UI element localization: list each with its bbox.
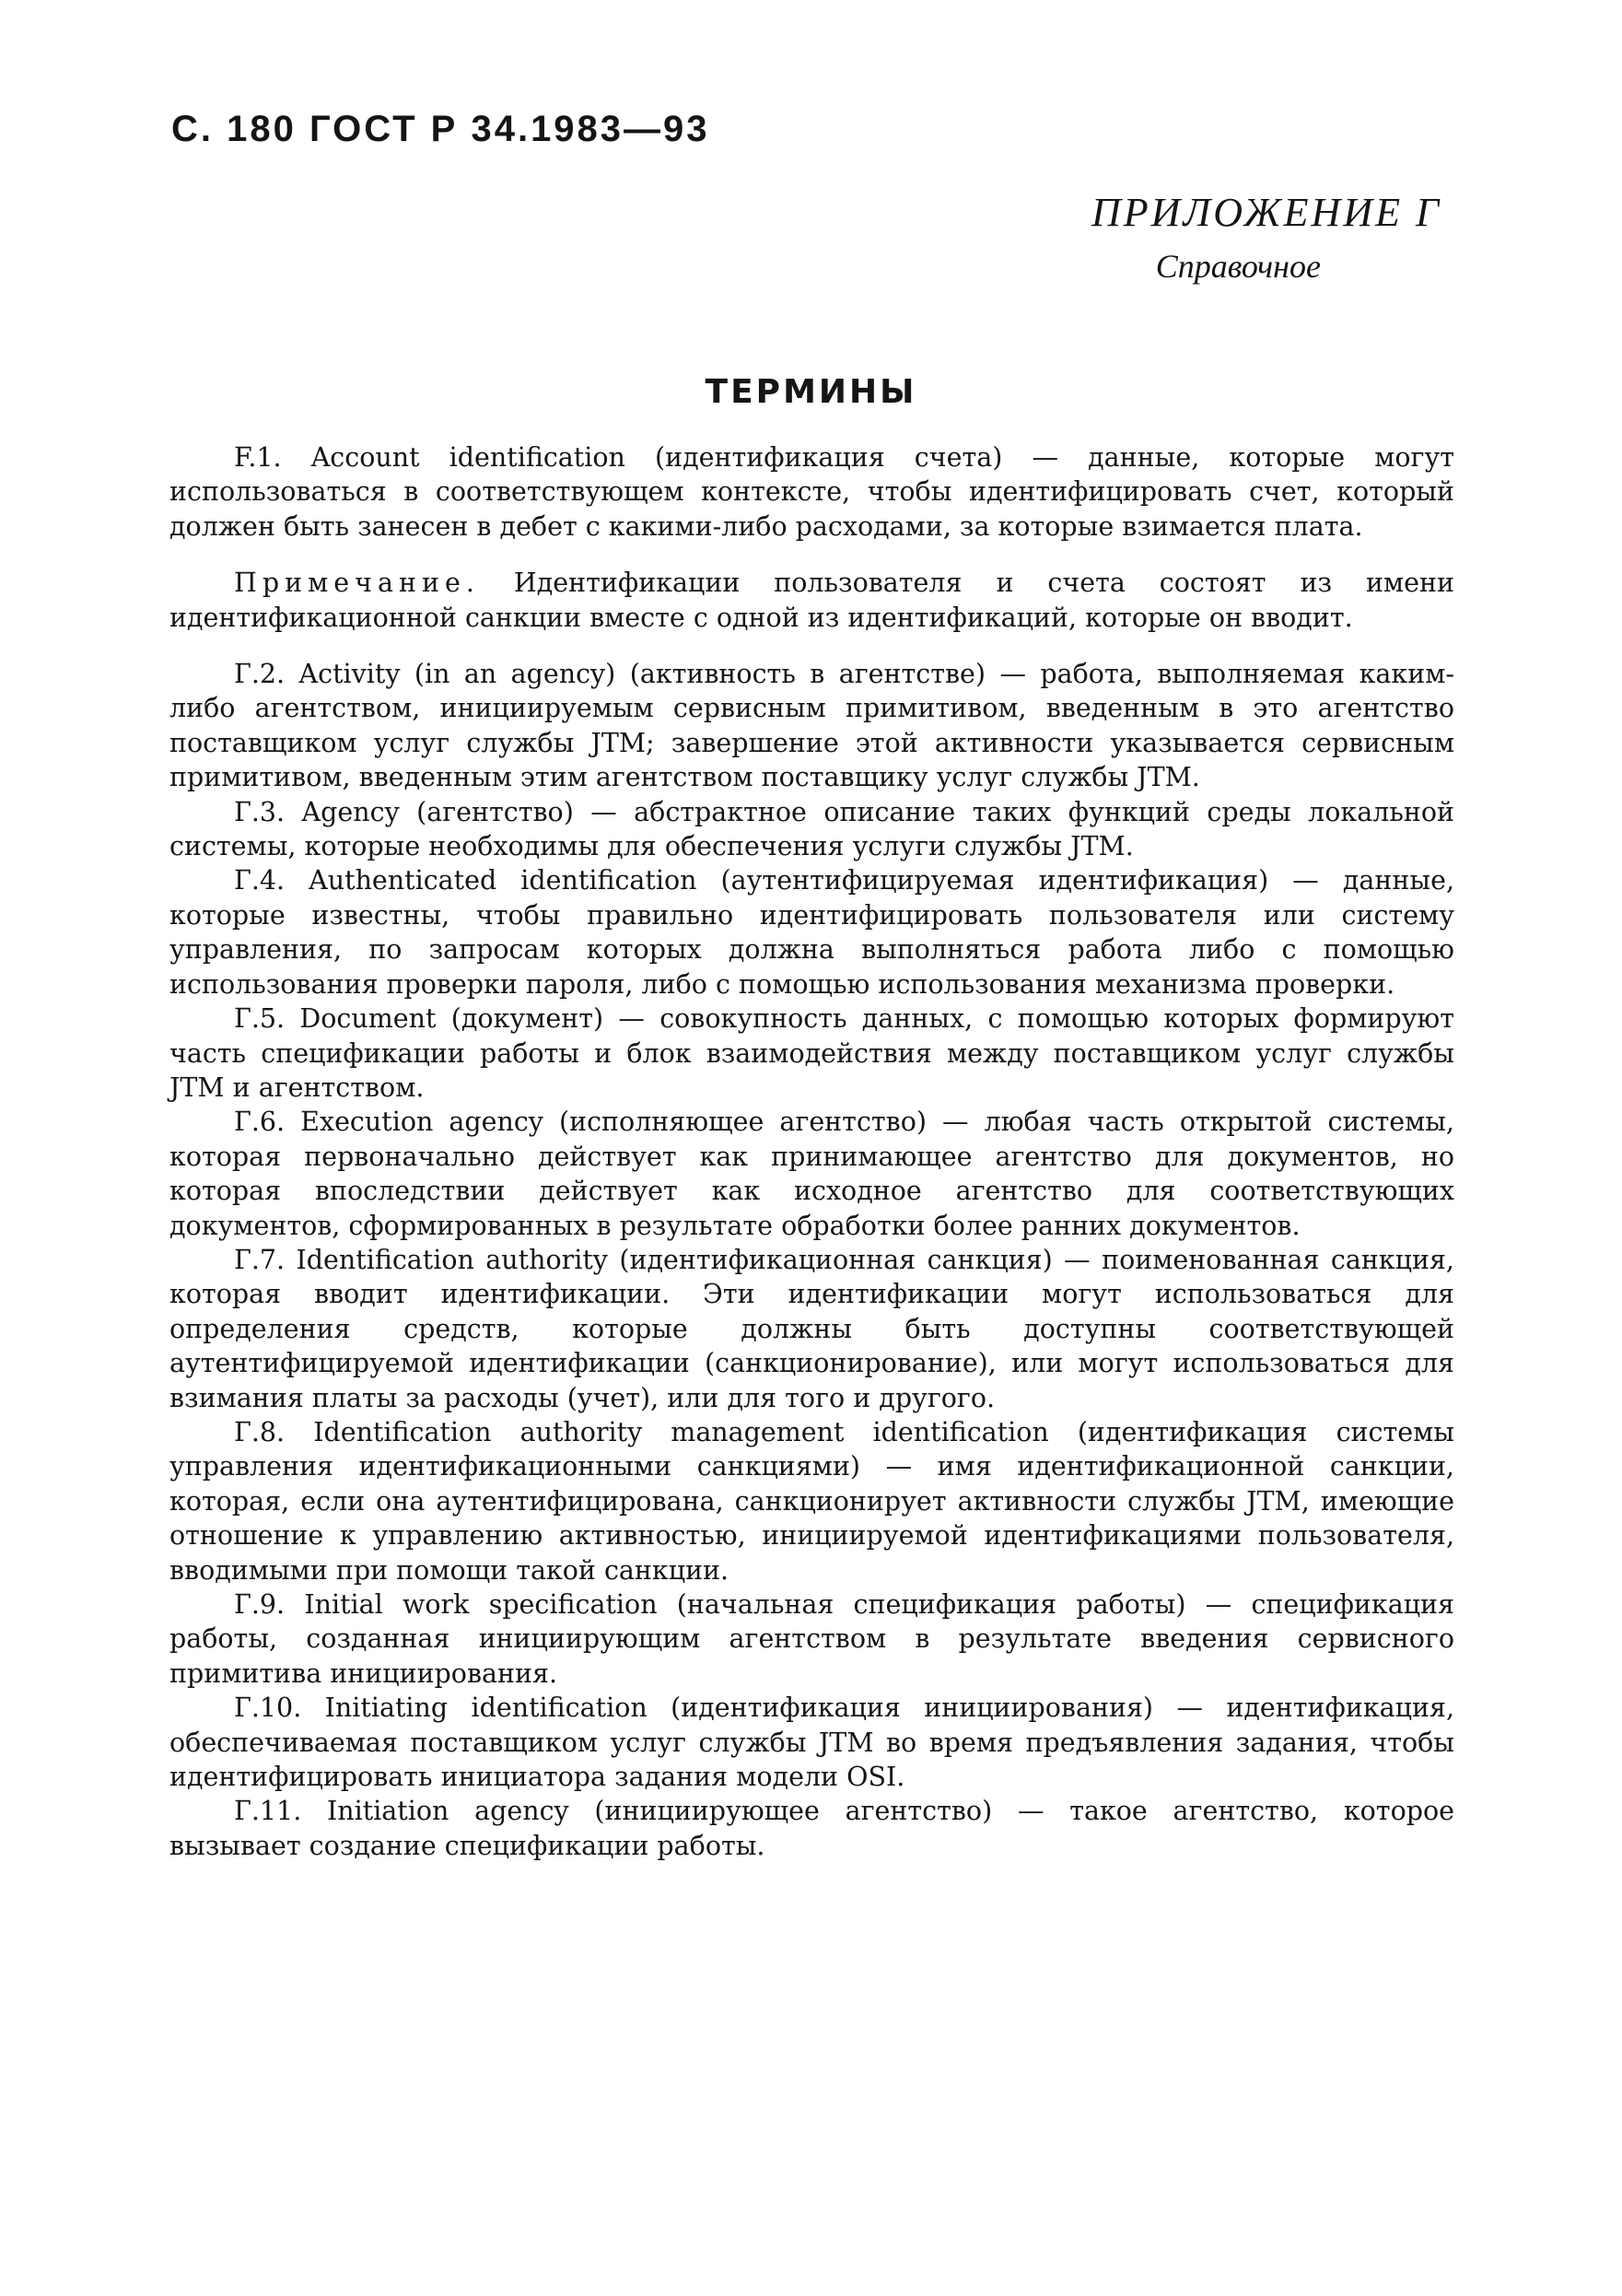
- term-paragraph-g6: Г.6. Execution agency (исполняющее агентство) — любая часть открытой системы, которая первоначально действует как принимающее агентство для документов, но которая впоследствии действует как исходное агентство для соответствующих документов, сформированных в результате обработки более ранних документов.: [169, 1107, 1454, 1241]
- appendix-type: Справочное: [1155, 248, 1321, 285]
- page-header: С. 180 ГОСТ Р 34.1983—93: [171, 109, 710, 149]
- section-title: ТЕРМИНЫ: [705, 373, 917, 411]
- term-paragraph-g1: F.1. Account identification (идентификация счета) — данные, которые могут использоваться в соответствующем контексте, чтобы идентифицировать счет, который должен быть занесен в дебет с какими-либо расходами, за которые взимается плата.: [169, 442, 1454, 542]
- note-text: Идентификации пользователя и счета состоят из имени идентификационной санкции вместе с одной из идентификаций, которые он вводит.: [169, 568, 1455, 633]
- term-paragraph-g3: Г.3. Agency (агентство) — абстрактное описание таких функций среды локальной системы, которые необходимы для обеспечения услуги службы JTM.: [169, 796, 1454, 862]
- note-label: Примечание.: [234, 568, 480, 599]
- term-paragraph-g2: Г.2. Activity (in an agency) (активность в агентстве) — работа, выполняемая каким-либо агентством, инициируемым сервисным примитивом, введенным в это агентство поставщиком услуг службы JTM; завершение этой активности указывается сервисным примитивом, введенным этим агентством поставщику услуг службы JTM.: [169, 659, 1454, 793]
- term-paragraph-g10: Г.10. Initiating identification (идентификация инициирования) — идентификация, обеспечиваемая поставщиком услуг службы JTM во время предъявления задания, чтобы идентифицировать инициатора задания модели OSI.: [169, 1693, 1454, 1793]
- term-paragraph-g7: Г.7. Identification authority (идентификационная санкция) — поименованная санкция, которая вводит идентификации. Эти идентификации могут использоваться для определения средств, которые должны быть доступны соответствующей аутентифицируемой идентификации (санкционирование), или могут использоваться для взимания платы за расходы (учет), или для того и другого.: [169, 1244, 1454, 1413]
- term-paragraph-g9: Г.9. Initial work specification (начальная спецификация работы) — спецификация работы, созданная инициирующим агентством в результате введения сервисного примитива инициирования.: [169, 1589, 1454, 1689]
- term-paragraph-g11: Г.11. Initiation agency (инициирующее агентство) — такое агентство, которое вызывает создание спецификации работы.: [169, 1796, 1454, 1861]
- terms-content: [169, 440, 1454, 1863]
- term-paragraph-g4: Г.4. Authenticated identification (аутентифицируемая идентификация) — данные, которые известны, чтобы правильно идентифицировать пользователя или систему управления, по запросам которых должна выполняться работа либо с помощью использования проверки пароля, либо с помощью использования механизма проверки.: [169, 865, 1454, 1000]
- note-paragraph: [169, 566, 1454, 635]
- appendix-label: ПРИЛОЖЕНИЕ Г: [1091, 190, 1441, 235]
- term-paragraph-g5: Г.5. Document (документ) — совокупность данных, с помощью которых формируют часть спецификации работы и блок взаимодействия между поставщиком услуг службы JTM и агентством.: [169, 1003, 1454, 1103]
- term-paragraph-g8: Г.8. Identification authority management identification (идентификация системы управления идентификационными санкциями) — имя идентификационной санкции, которая, если она аутентифицирована, санкционирует активности службы JTM, имеющие отношение к управлению активностью, инициируемой идентификациями пользователя, вводимыми при помощи такой санкции.: [169, 1416, 1454, 1586]
